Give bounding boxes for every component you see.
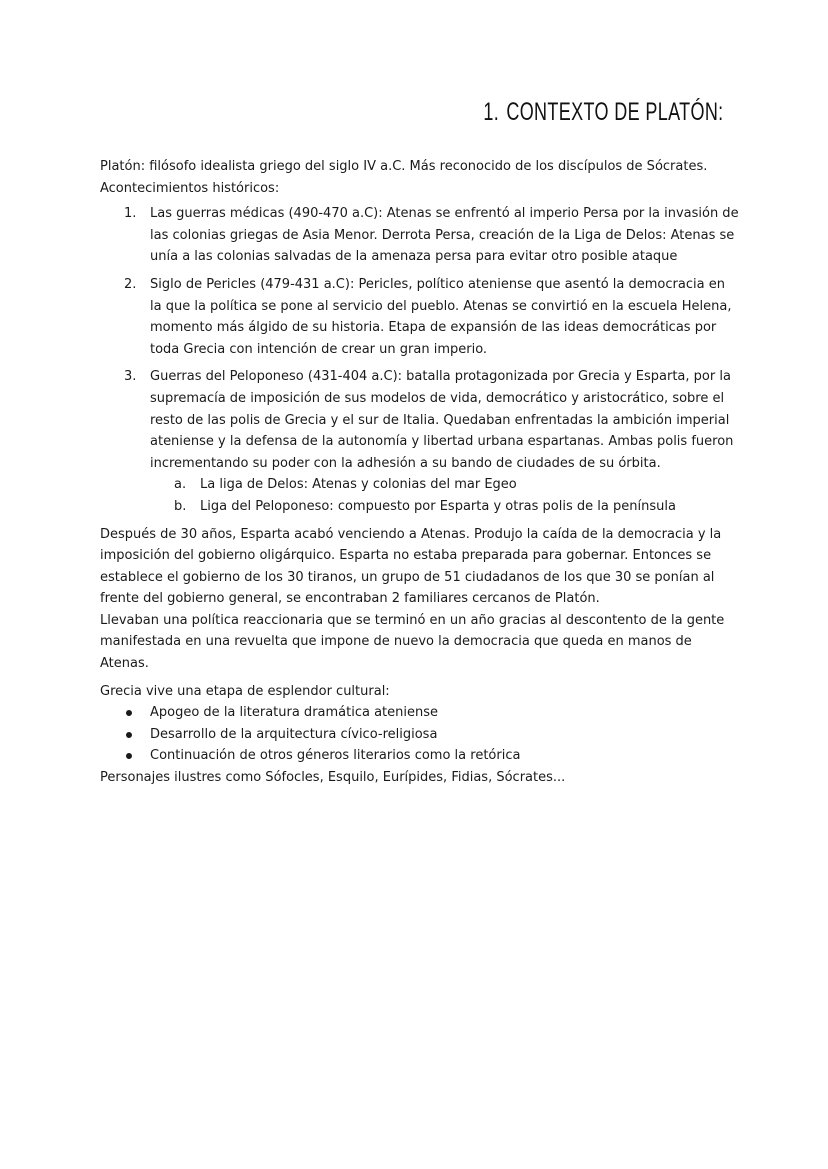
sub-item-delos bbox=[150, 474, 740, 496]
list-item bbox=[100, 724, 740, 746]
event-text: Guerras del Peloponeso (431-404 a.C): batalla protagonizada por Grecia y Esparta, por la supremacía de imposición de sus modelos de vida, democrático y aristocrático, sobre el resto de las polis de Grecia y el sur de Italia. Quedaban enfrentadas la ambición imperial ateniense y la defensa de la autonomía y libertad urbana espartanas. Ambas polis fueron incrementando su poder con la adhesión a su bando de ciudades de su órbita. bbox=[150, 369, 734, 471]
bullet-icon bbox=[126, 753, 132, 759]
page-title bbox=[484, 98, 724, 127]
list-marker: 3. bbox=[124, 369, 137, 385]
culture-heading: Grecia vive una etapa de esplendor cultural: bbox=[100, 683, 390, 699]
bullet-text: Apogeo de la literatura dramática ateniense bbox=[150, 705, 439, 721]
list-item-event-2 bbox=[100, 274, 740, 360]
closing-line: Personajes ilustres como Sófocles, Esquilo, Eurípides, Fidias, Sócrates... bbox=[100, 770, 566, 786]
list-marker: 2. bbox=[124, 276, 137, 292]
leagues-sublist bbox=[150, 474, 740, 517]
aftermath-paragraph-1: Después de 30 años, Esparta acabó venciendo a Atenas. Produjo la caída de la democracia y la imposición del gobierno oligárquico. Esparta no estaba preparada para gobernar. Entonces se establece el gobierno de los 30 tiranos, un grupo de 51 ciudadanos de los que 30 se ponían al frente del gobierno general, se encontraban 2 familiares cercanos de Platón. bbox=[100, 526, 722, 607]
intro-line: Platón: filósofo idealista griego del siglo IV a.C. Más reconocido de los discípulos de Sócrates. bbox=[100, 159, 708, 174]
bullet-text: Continuación de otros géneros literarios como la retórica bbox=[150, 748, 521, 764]
historical-events-list bbox=[100, 203, 740, 517]
title-text: CONTEXTO DE PLATÓN: bbox=[506, 98, 724, 126]
events-heading: Acontecimientos históricos: bbox=[100, 180, 280, 196]
list-marker: 1. bbox=[124, 206, 137, 222]
event-text: Las guerras médicas (490-470 a.C): Atenas se enfrentó al imperio Persa por la invasión de las colonias griegas de Asia Menor. Derrota Persa, creación de la Liga de Delos: Atenas se unía a las colonias salvadas de la amenaza persa para evitar otro posible ataque bbox=[150, 206, 739, 265]
event-text: Siglo de Pericles (479-431 a.C): Pericles, político ateniense que asentó la democracia en la que la política se pone al servicio del pueblo. Atenas se convirtió en la escuela Helena, momento más álgido de su historia. Etapa de expansión de las ideas democráticas por toda Grecia con intención de crear un gran imperio. bbox=[150, 276, 732, 357]
title-number: 1. bbox=[483, 98, 500, 126]
list-item-event-1 bbox=[100, 203, 740, 268]
sub-text: Liga del Peloponeso: compuesto por Esparta y otras polis de la península bbox=[200, 498, 676, 514]
sub-marker: a. bbox=[174, 477, 187, 493]
bullet-icon bbox=[126, 710, 132, 716]
sub-marker: b. bbox=[174, 498, 187, 514]
sub-text: La liga de Delos: Atenas y colonias del mar Egeo bbox=[200, 477, 517, 493]
bullet-text: Desarrollo de la arquitectura cívico-religiosa bbox=[150, 726, 438, 742]
sub-item-peloponeso bbox=[150, 496, 740, 518]
aftermath-paragraph-2: Llevaban una política reaccionaria que se terminó en un año gracias al descontento de la gente manifestada en una revuelta que impone de nuevo la democracia que queda en manos de Atenas. bbox=[100, 612, 725, 672]
culture-bullet-list bbox=[100, 702, 740, 767]
bullet-icon bbox=[126, 732, 132, 738]
list-item bbox=[100, 702, 740, 724]
list-item bbox=[100, 745, 740, 767]
list-item-event-3 bbox=[100, 366, 740, 517]
document-body bbox=[100, 156, 740, 789]
